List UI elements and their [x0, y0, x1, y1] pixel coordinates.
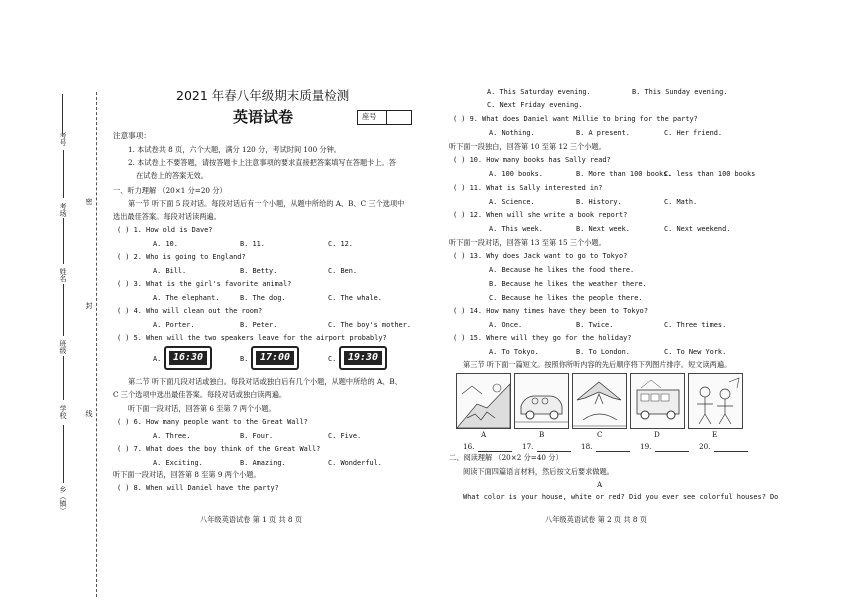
q7-option-c: C. Wonderful. — [328, 459, 382, 467]
margin-field-line — [63, 150, 64, 198]
q9-option-a: A. Nothing. — [489, 129, 535, 137]
blank-20-line[interactable] — [714, 451, 748, 452]
q9-option-c: C. Her friend. — [664, 129, 723, 137]
q10-option-c: C. less than 100 books — [664, 170, 756, 178]
sec3-instruction: 第三节 听下面一篇短文。按照你所听内容的先后顺序将下列图片排序。短文读两遍。 — [463, 360, 732, 369]
seal-char-xian: 线 — [85, 410, 93, 417]
q2-option-a: A. Bill. — [153, 267, 187, 275]
picture-label-e: E — [712, 430, 718, 439]
q8-option-b: B. This Sunday evening. — [632, 88, 728, 96]
question-12: ( ) 12. When will she write a book report? — [453, 211, 628, 219]
part2-heading: 二、阅读理解 （20×2 分=40 分） — [449, 453, 563, 462]
sec1-instruction-cont: 选出最佳答案。每段对话读两遍。 — [113, 212, 221, 221]
q13-option-b: B. Because he likes the weather there. — [489, 280, 647, 288]
q3-option-c: C. The whale. — [328, 294, 382, 302]
q14-option-c: C. Three times. — [664, 321, 727, 329]
clock-display-a: 16:30 — [169, 351, 207, 365]
q11-option-a: A. Science. — [489, 198, 535, 206]
q8-option-c: C. Next Friday evening. — [487, 101, 583, 109]
q1-option-b: B. 11. — [240, 240, 265, 248]
margin-label-banji: 班级 — [59, 340, 67, 354]
margin-field-line — [62, 94, 63, 134]
margin-field-line — [63, 425, 64, 483]
margin-field-line — [63, 218, 64, 264]
footer-page-1: 八年级英语试卷 第 1 页 共 8 页 — [200, 515, 302, 524]
seal-char-feng: 封 — [85, 302, 93, 309]
dialogue-note-8-9: 听下面一段对话，回答第 8 至第 9 两个小题。 — [113, 470, 261, 479]
q2-option-c: C. Ben. — [328, 267, 358, 275]
binding-line — [96, 92, 97, 597]
clock-display-b: 17:00 — [256, 351, 294, 365]
exam-title: 2021 年春八年级期末质量检测 — [176, 88, 350, 103]
picture-e-illustration — [689, 374, 742, 428]
picture-a-illustration — [457, 374, 510, 428]
q4-option-c: C. The boy's mother. — [328, 321, 411, 329]
sec2-instruction: 第二节 听下面几段对话或独白。每段对话或独白后有几个小题，从题中所给的 A、B、 — [128, 377, 402, 386]
seat-label: 座号 — [362, 112, 377, 121]
q3-option-b: B. The dog. — [240, 294, 286, 302]
q15-option-a: A. To Tokyo. — [489, 348, 539, 356]
question-2: ( ) 2. Who is going to England? — [117, 253, 246, 261]
q13-option-a: A. Because he likes the food there. — [489, 266, 635, 274]
picture-a — [456, 373, 511, 429]
margin-label-kaohao: 考号 — [59, 132, 67, 146]
picture-b-illustration — [515, 374, 568, 428]
blank-16-line[interactable] — [478, 451, 512, 452]
question-10: ( ) 10. How many books has Sally read? — [453, 156, 611, 164]
exam-subtitle: 英语试卷 — [233, 108, 294, 126]
picture-d — [630, 373, 685, 429]
q3-option-a: A. The elephant. — [153, 294, 220, 302]
question-4: ( ) 4. Who will clean out the room? — [117, 307, 263, 315]
q1-option-a: A. 10. — [153, 240, 178, 248]
sec1-instruction: 第一节 听下面 5 段对话。每段对话后有一个小题，从题中所给的 A、B、C 三个选项中 — [128, 199, 405, 208]
q10-option-a: A. 100 books. — [489, 170, 543, 178]
picture-label-b: B — [539, 430, 545, 439]
q11-option-c: C. Math. — [664, 198, 698, 206]
question-5: ( ) 5. When will the two speakers leave for the airport probably? — [117, 334, 387, 342]
passage-label: A — [597, 480, 603, 489]
q4-option-a: A. Porter. — [153, 321, 195, 329]
q12-option-b: B. Next week. — [576, 225, 630, 233]
margin-label-xuexiao: 学校 — [59, 405, 67, 419]
q13-option-c: C. Because he likes the people there. — [489, 294, 643, 302]
q15-option-b: B. To London. — [576, 348, 630, 356]
notes-item-2-cont: 在试卷上的答案无效。 — [136, 171, 208, 180]
blank-19-label: 19. — [640, 442, 652, 451]
question-9: ( ) 9. What does Daniel want Millie to bring for the party? — [453, 115, 698, 123]
question-14: ( ) 14. How many times have they been to Tokyo? — [453, 307, 648, 315]
q14-option-b: B. Twice. — [576, 321, 614, 329]
q12-option-a: A. This week. — [489, 225, 543, 233]
question-7: ( ) 7. What does the boy think of the Great Wall? — [117, 445, 321, 453]
part1-heading: 一、听力理解 （20×1 分=20 分） — [113, 186, 227, 195]
picture-c-illustration — [573, 374, 626, 428]
sec2-dialogue-note: 听下面一段对话，回答第 6 至第 7 两个小题。 — [128, 404, 276, 413]
picture-b — [514, 373, 569, 429]
q6-option-a: A. Three. — [153, 432, 191, 440]
notes-item-2: 2. 本试卷上不要答题，请按答题卡上注意事项的要求直接把答案填写在答题卡上。答 — [128, 158, 396, 167]
question-1: ( ) 1. How old is Dave? — [117, 226, 213, 234]
q6-option-b: B. Four. — [240, 432, 274, 440]
part2-intro: 阅读下面四篇语言材料，然后按文后要求做题。 — [463, 467, 614, 476]
sec2-instruction-cont: C 三个选项中选出最佳答案。每段对话或独白读两遍。 — [113, 390, 287, 399]
q2-option-b: B. Betty. — [240, 267, 278, 275]
q12-option-c: C. Next weekend. — [664, 225, 731, 233]
blank-17-line[interactable] — [537, 451, 571, 452]
q7-option-a: A. Exciting. — [153, 459, 203, 467]
picture-label-d: D — [654, 430, 660, 439]
blank-19-line[interactable] — [655, 451, 689, 452]
q5-option-b: B. — [240, 355, 249, 363]
seal-char-mi: 密 — [85, 198, 93, 205]
clock-display-c: 19:30 — [344, 351, 382, 365]
question-15: ( ) 15. Where will they go for the holiday? — [453, 334, 632, 342]
monologue-note-10-12: 听下面一段独白，回答第 10 至第 12 三个小题。 — [449, 142, 606, 151]
blank-18-label: 18. — [581, 442, 593, 451]
q8-option-a: A. This Saturday evening. — [487, 88, 591, 96]
q11-option-b: B. History. — [576, 198, 622, 206]
question-11: ( ) 11. What is Sally interested in? — [453, 184, 603, 192]
q5-option-a: A. — [153, 355, 162, 363]
q9-option-b: B. A present. — [576, 129, 630, 137]
question-13: ( ) 13. Why does Jack want to go to Tokyo? — [453, 252, 628, 260]
blank-16-label: 16. — [463, 442, 475, 451]
question-6: ( ) 6. How many people want to the Great Wall? — [117, 418, 308, 426]
blank-17-label: 17. — [522, 442, 534, 451]
picture-label-a: A — [481, 430, 487, 439]
picture-c — [572, 373, 627, 429]
blank-18-line[interactable] — [596, 451, 630, 452]
passage-text: What color is your house, white or red? Did you ever see colorful houses? Do — [463, 493, 779, 501]
q14-option-a: A. Once. — [489, 321, 523, 329]
q7-option-b: B. Amazing. — [240, 459, 286, 467]
q6-option-c: C. Five. — [328, 432, 362, 440]
digital-clock-c — [339, 346, 387, 370]
margin-field-line — [63, 284, 64, 336]
dialogue-note-13-15: 听下面一段对话，回答第 13 至第 15 三个小题。 — [449, 238, 606, 247]
question-8: ( ) 8. When will Daniel have the party? — [117, 484, 279, 492]
picture-label-c: C — [597, 430, 603, 439]
digital-clock-a — [164, 346, 212, 370]
q15-option-c: C. To New York. — [664, 348, 727, 356]
blank-20-label: 20. — [699, 442, 711, 451]
margin-label-kaochang: 考场 — [59, 203, 67, 217]
q4-option-b: B. Peter. — [240, 321, 278, 329]
notes-heading: 注意事项： — [113, 131, 151, 140]
q1-option-c: C. 12. — [328, 240, 353, 248]
picture-e — [688, 373, 743, 429]
margin-field-line — [63, 356, 64, 400]
seat-number-box[interactable] — [386, 110, 412, 125]
notes-item-1: 1. 本试卷共 8 页，六个大题，满分 120 分，考试时间 100 分钟。 — [128, 145, 341, 154]
margin-label-xingming: 姓名 — [59, 268, 67, 282]
picture-d-illustration — [631, 374, 684, 428]
margin-label-xiangzhen: 乡（镇） — [59, 486, 67, 514]
q10-option-b: B. More than 100 books. — [576, 170, 672, 178]
q5-option-c: C. — [328, 355, 337, 363]
question-3: ( ) 3. What is the girl's favorite animal? — [117, 280, 292, 288]
digital-clock-b — [251, 346, 299, 370]
footer-page-2: 八年级英语试卷 第 2 页 共 8 页 — [545, 515, 647, 524]
